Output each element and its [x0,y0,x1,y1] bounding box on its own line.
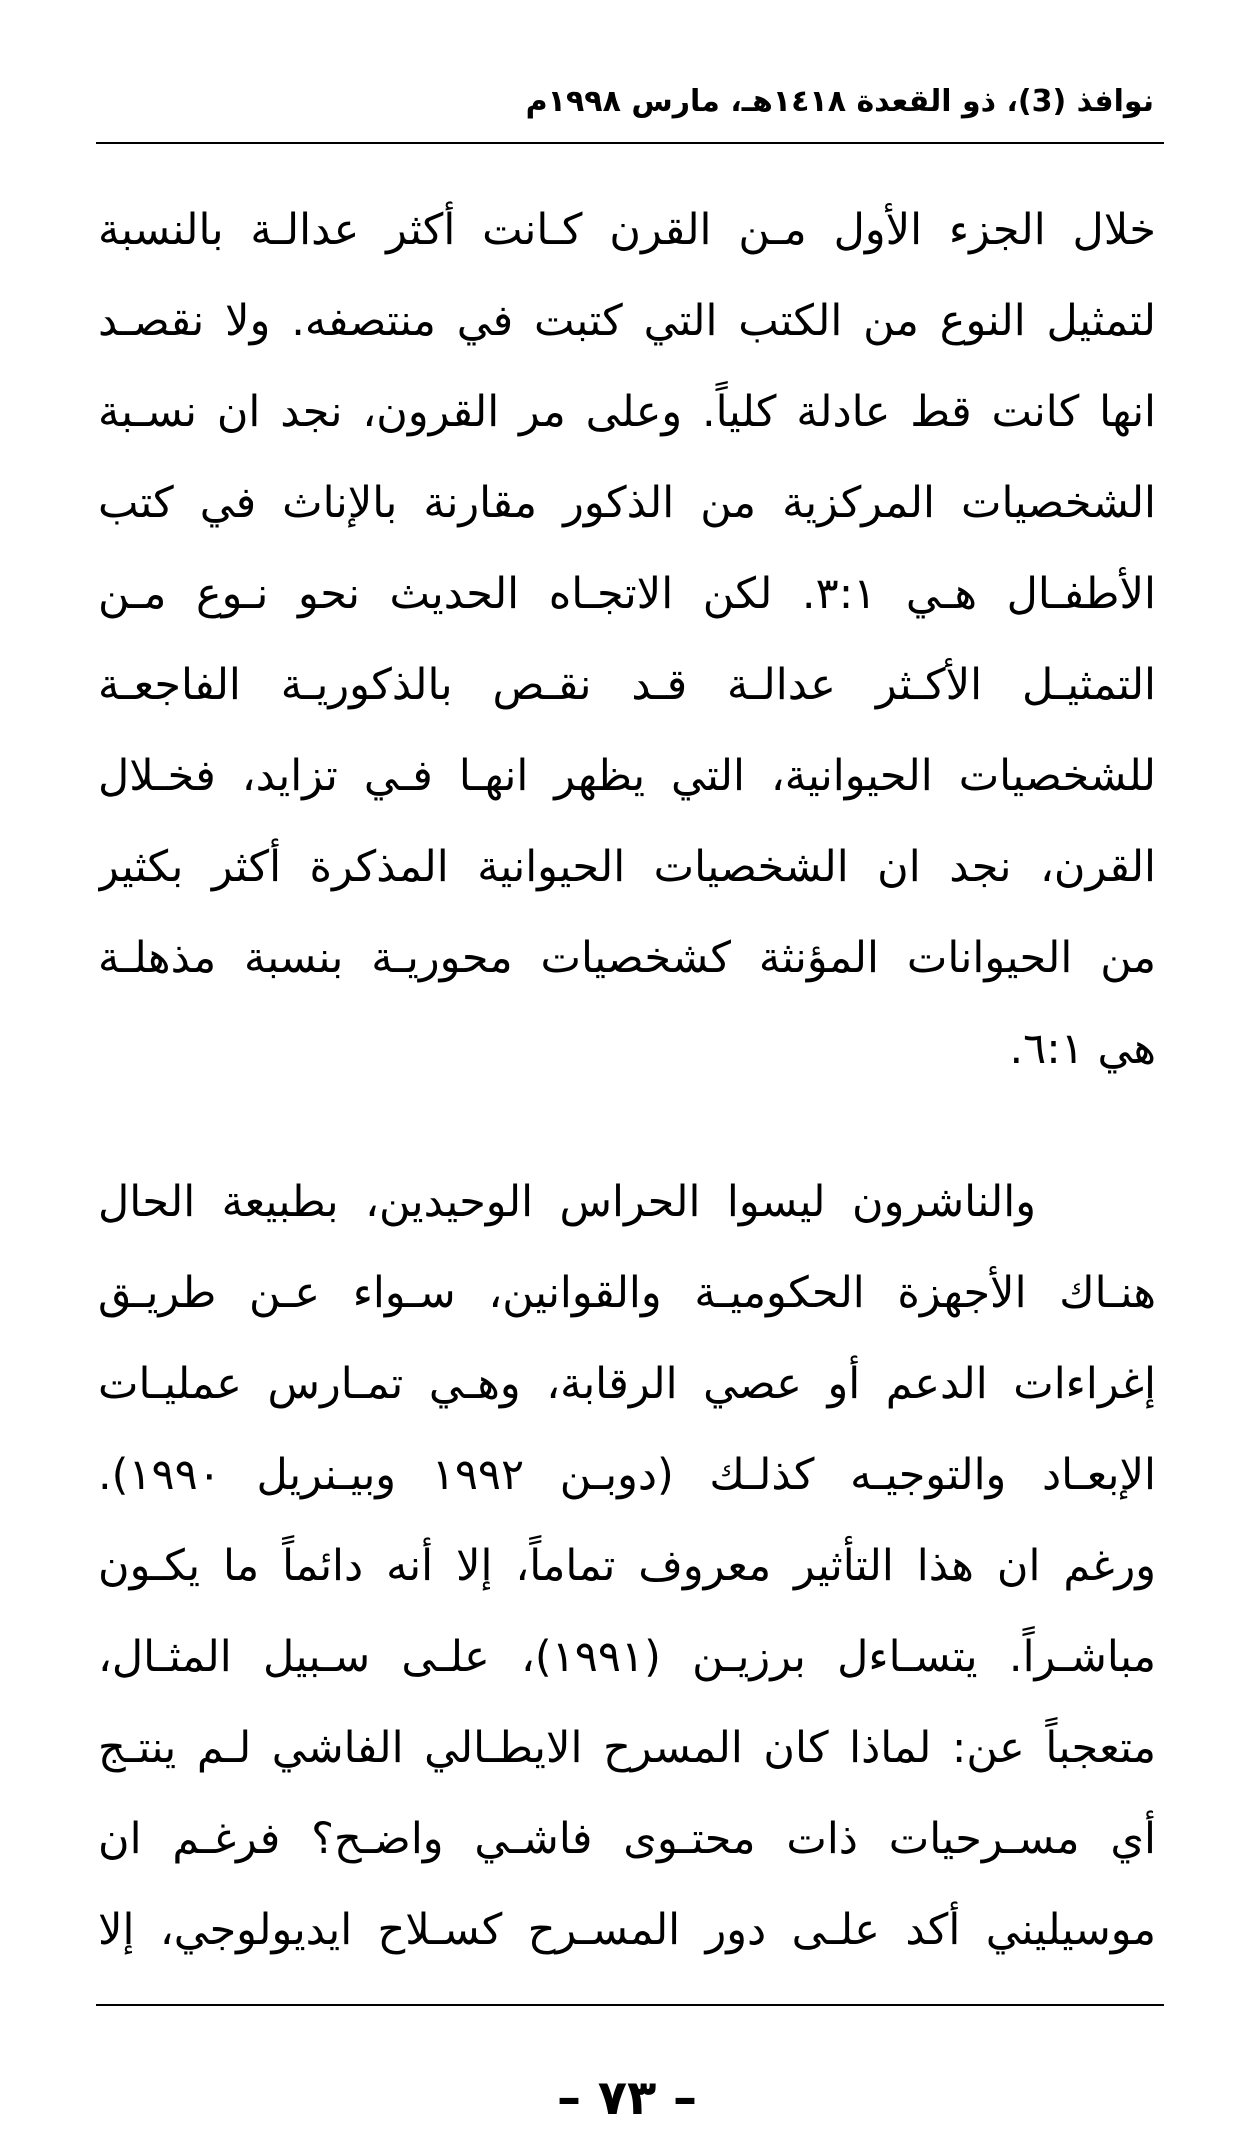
running-header: نوافذ (3)، ذو القعدة ١٤١٨هـ، مارس ١٩٩٨م [525,84,1154,119]
text-line: مباشـراً. يتسـاءل برزيـن (١٩٩١)، علـى سـبيل المثـال، [98,1632,1156,1682]
text-line: القرن، نجد ان الشخصيات الحيوانية المذكرة أكثر بكثير [98,842,1156,892]
text-line: الإبعـاد والتوجيـه كذلـك (دوبـن ١٩٩٢ وبيـنريل ١٩٩٠). [98,1450,1156,1500]
text-line: لتمثيل النوع من الكتب التي كتبت في منتصفه. ولا نقصـد [98,296,1156,346]
text-line: التمثيـل الأكـثر عدالـة قـد نقـص بالذكوريـة الفاجعـة [98,660,1156,710]
text-line: إغراءات الدعم أو عصي الرقابة، وهـي تمـارس عمليـات [98,1359,1156,1409]
text-line: هنـاك الأجهزة الحكوميـة والقوانين، سـواء عـن طريـق [98,1268,1156,1318]
paragraph-2 [98,1157,1156,1976]
paragraph-1 [98,185,1156,1095]
text-line: للشخصيات الحيوانية، التي يظهر انهـا فـي تزايد، فخـلال [98,751,1156,801]
text-line: موسيليني أكد علـى دور المسـرح كسـلاح ايديولوجي، إلا [98,1905,1156,1955]
text-line: هي ٦:١. [1009,1024,1156,1074]
footer-rule [96,2004,1164,2006]
text-line: الشخصيات المركزية من الذكور مقارنة بالإناث في كتب [98,478,1156,528]
page-number: – ٧٣ – [556,2070,698,2126]
paragraph-gap [98,1095,1156,1157]
body-text [98,185,1156,1976]
text-line: من الحيوانات المؤنثة كشخصيات محوريـة بنسبة مذهلـة [98,933,1156,983]
text-line: انها كانت قط عادلة كلياً. وعلى مر القرون، نجد ان نسـبة [98,387,1156,437]
text-line: متعجباً عن: لماذا كان المسرح الايطـالي الفاشي لـم ينتـج [98,1723,1156,1773]
text-line: ورغم ان هذا التأثير معروف تماماً، إلا أنه دائماً ما يكـون [98,1541,1156,1591]
text-line: خلال الجزء الأول مـن القرن كـانت أكثر عدالـة بالنسبة [98,205,1156,255]
text-line: أي مسـرحيات ذات محتـوى فاشـي واضـح؟ فرغـم ان [98,1814,1156,1864]
text-line: والناشرون ليسوا الحراس الوحيدين، بطبيعة الحال [98,1177,1036,1227]
header-rule [96,142,1164,144]
text-line: الأطفـال هـي ٣:١. لكن الاتجـاه الحديث نحو نـوع مـن [98,569,1156,619]
